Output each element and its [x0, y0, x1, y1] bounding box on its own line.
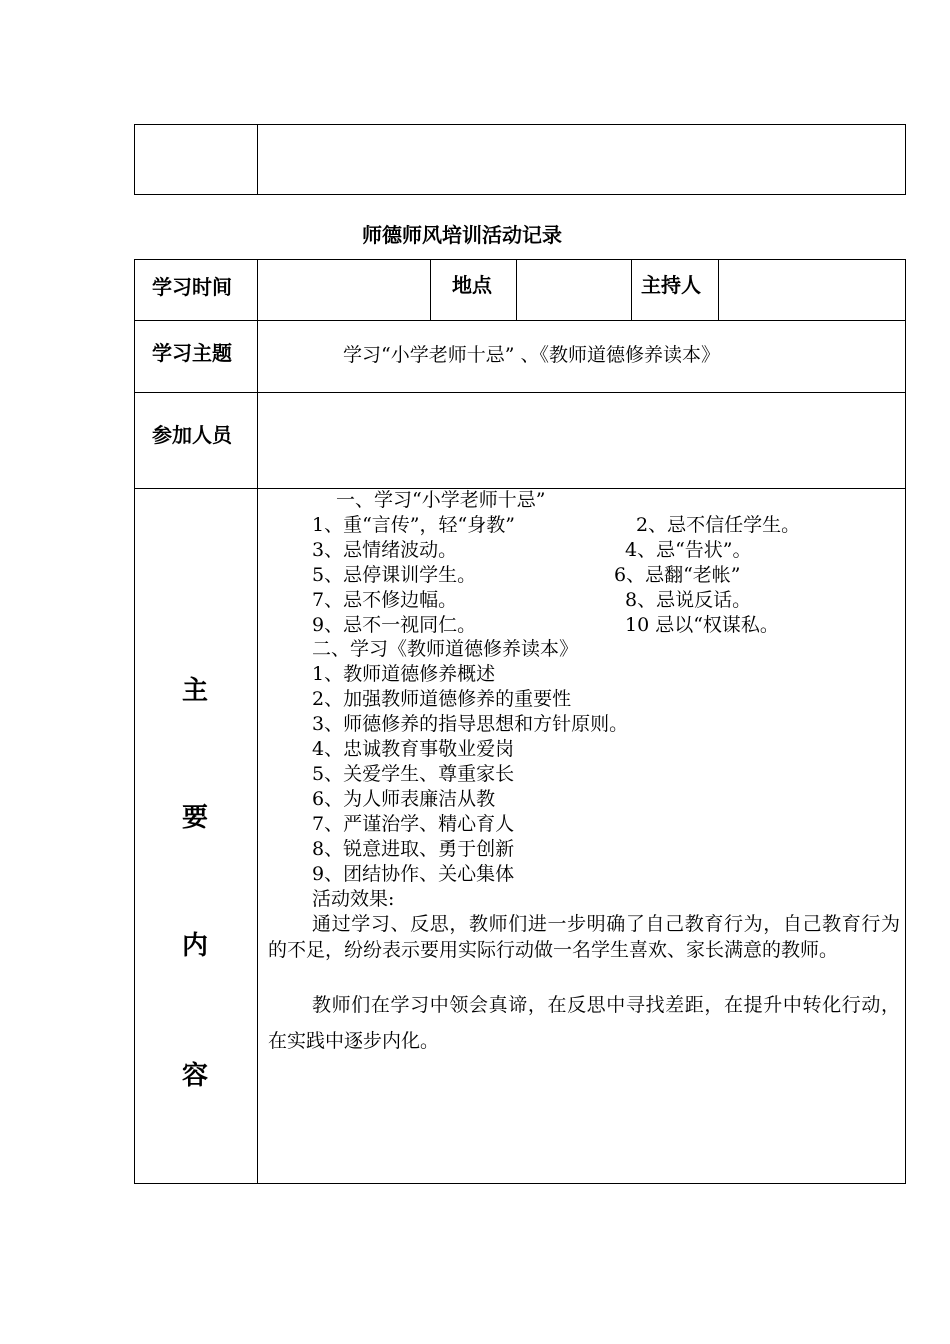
cell-divider	[516, 259, 517, 320]
previous-table-fragment	[134, 124, 906, 195]
row-divider	[134, 320, 906, 321]
main-content-label-char: 要	[182, 803, 209, 833]
effect-paragraph: 通过学习、反思，教师们进一步明确了自己教育行为，自己教育行为的不足，纷纷表示要用实际行动做一名学生喜欢、家长满意的教师。	[268, 913, 900, 961]
taboo-item: 1、重“言传”，轻“身教”	[312, 514, 515, 536]
previous-table-divider	[257, 124, 258, 195]
chapter-item: 8、锐意进取、勇于创新	[312, 838, 515, 860]
taboo-item: 4、忌“告状”。	[625, 539, 752, 561]
host-label: 主持人	[641, 273, 701, 297]
taboo-item: 8、忌说反话。	[625, 589, 752, 611]
page-title: 师德师风培训活动记录	[362, 223, 562, 247]
place-label: 地点	[452, 273, 492, 297]
chapter-item: 2、加强教师道德修养的重要性	[312, 688, 572, 710]
cell-divider	[631, 259, 632, 320]
study-topic-label: 学习主题	[152, 341, 232, 365]
study-time-label: 学习时间	[152, 275, 232, 299]
participants-label: 参加人员	[152, 423, 232, 447]
taboo-item: 5、忌停课训学生。	[312, 564, 477, 586]
taboo-item: 3、忌情绪波动。	[312, 539, 458, 561]
taboo-item: 2、忌不信任学生。	[636, 514, 801, 536]
main-content-label-char: 主	[182, 676, 209, 706]
effect-paragraph: 教师们在学习中领会真谛，在反思中寻找差距，在提升中转化行动，在实践中逐步内化。	[268, 994, 900, 1052]
row-divider	[134, 392, 906, 393]
chapter-item: 7、严谨治学、精心育人	[312, 813, 515, 835]
chapter-item: 9、团结协作、关心集体	[312, 863, 515, 885]
main-content-label-char: 容	[182, 1061, 209, 1091]
taboo-item: 10 忌以“权谋私。	[625, 614, 779, 636]
main-content-label-char: 内	[182, 931, 209, 961]
taboo-item: 9、忌不一视同仁。	[312, 614, 477, 636]
section-heading: 二、学习《教师道德修养读本》	[312, 638, 579, 660]
label-column-divider	[257, 259, 258, 1184]
effect-label: 活动效果:	[312, 888, 395, 910]
chapter-item: 6、为人师表廉洁从教	[312, 788, 496, 810]
chapter-item: 3、师德修养的指导思想和方针原则。	[312, 713, 629, 735]
chapter-item: 1、教师道德修养概述	[312, 663, 496, 685]
cell-divider	[718, 259, 719, 320]
cell-divider	[430, 259, 431, 320]
study-topic-value: 学习“小学老师十忌” 、《教师道德修养读本》	[343, 344, 720, 366]
section-heading: 一、学习“小学老师十忌”	[336, 489, 546, 511]
taboo-item: 6、忌翻“老帐”	[614, 564, 741, 586]
taboo-item: 7、忌不修边幅。	[312, 589, 458, 611]
chapter-item: 4、忠诚教育事敬业爱岗	[312, 738, 515, 760]
chapter-item: 5、关爱学生、尊重家长	[312, 763, 515, 785]
